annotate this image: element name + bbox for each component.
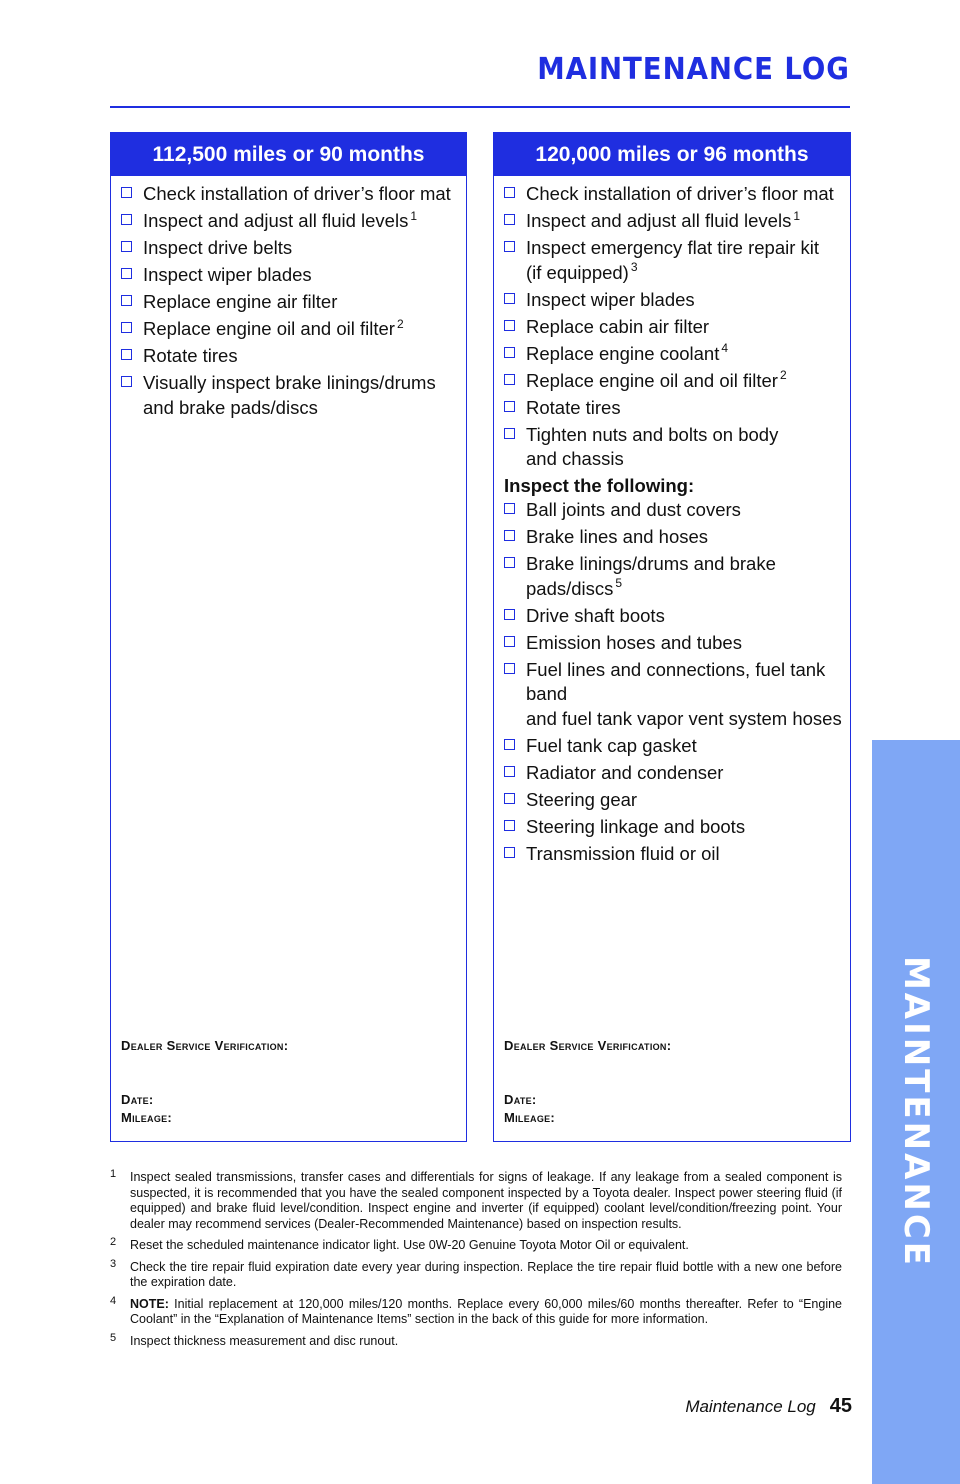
footnote-text: Initial replacement at 120,000 miles/120 months. Replace every 60,000 miles/60 months thereafter. Refer to “Engine Coolant” in the “Explanation of Maintenance Items” section in the back of this guide for more information. — [130, 1296, 843, 1326]
item-text-continued: and chassis — [526, 448, 624, 469]
checklist-item — [494, 369, 850, 394]
checklist-item — [111, 371, 466, 420]
item-text: Brake linings/drums and brake pads/discs — [526, 553, 776, 599]
checklist-item — [494, 761, 850, 786]
item-text: Emission hoses and tubes — [526, 631, 742, 653]
item-text: Inspect and adjust all fluid levels — [143, 210, 409, 231]
item-text: Brake lines and hoses — [526, 526, 709, 547]
inspect-checklist — [494, 498, 850, 866]
panel-112500-miles — [110, 132, 467, 1142]
checkbox[interactable] — [504, 820, 515, 831]
footnote-ref: 2 — [779, 368, 787, 383]
checklist-item — [494, 342, 850, 367]
item-text: Rotate tires — [526, 396, 621, 418]
checklist-item — [494, 288, 850, 313]
checklist-item — [494, 182, 850, 207]
checklist-item — [494, 604, 850, 629]
footnotes — [110, 1170, 842, 1355]
checklist-item — [494, 423, 850, 472]
page-title: MAINTENANCE LOG — [537, 52, 850, 87]
checkbox[interactable] — [504, 503, 515, 514]
checklist — [111, 176, 466, 420]
checkbox[interactable] — [121, 214, 132, 225]
footnote-number: 5 — [110, 1331, 117, 1344]
footnote-ref: 1 — [793, 208, 801, 223]
checklist-item — [494, 315, 850, 340]
checkbox[interactable] — [504, 739, 515, 750]
item-text: Inspect wiper blades — [526, 288, 695, 310]
footnote-number: 3 — [110, 1257, 117, 1270]
title-divider — [110, 106, 850, 108]
item-text: Replace engine coolant — [526, 342, 720, 364]
checkbox[interactable] — [504, 214, 515, 225]
checkbox[interactable] — [121, 295, 132, 306]
checkbox[interactable] — [504, 320, 515, 331]
item-text: Radiator and condenser — [526, 761, 724, 783]
page-number: 45 — [829, 1395, 852, 1417]
panel-heading: 112,500 miles or 90 months — [111, 133, 466, 176]
mileage-label: Mileage: — [121, 1110, 173, 1125]
checkbox[interactable] — [504, 530, 515, 541]
dealer-verification — [504, 1037, 671, 1127]
checklist-item — [111, 209, 466, 234]
checklist-item — [111, 236, 466, 261]
checkbox[interactable] — [121, 268, 132, 279]
item-text: Steering gear — [526, 788, 638, 810]
checklist-item — [494, 525, 850, 550]
checkbox[interactable] — [504, 374, 515, 385]
footnote-number: 2 — [110, 1236, 117, 1248]
footnote-text: Inspect thickness measurement and disc runout. — [130, 1333, 399, 1348]
item-text: Steering linkage and boots — [526, 815, 746, 837]
checkbox[interactable] — [121, 376, 132, 387]
item-text: Inspect and adjust all fluid levels — [526, 210, 792, 231]
item-text: Ball joints and dust covers — [526, 499, 741, 520]
checkbox[interactable] — [504, 663, 515, 674]
footnote-number: 1 — [110, 1168, 117, 1180]
inspect-heading: Inspect the following: — [504, 475, 695, 496]
checkbox[interactable] — [504, 847, 515, 858]
footnote-ref: 2 — [396, 316, 404, 331]
footnote-ref: 1 — [410, 208, 418, 223]
checklist-item — [111, 263, 466, 288]
item-text-continued: and fuel tank vapor vent system hoses — [526, 707, 842, 729]
checkbox[interactable] — [504, 428, 515, 439]
footnote — [110, 1331, 842, 1350]
dealer-verification — [121, 1037, 288, 1127]
page-footer — [685, 1395, 852, 1418]
footnote-text: Inspect sealed transmissions, transfer cases and differentials for signs of leakage. If any leakage from a sealed component is suspected, it is recommended that you have the sealed component inspected by a Toyota dealer. Inspect power steering fluid (if equipped) and brake fluid level/condition. Inspect engine and inverter (if equipped) coolant level/condition/freezing point. Your dealer may recommend services (Dealer-Recommended Maintenance) based on inspection results. — [130, 1170, 842, 1231]
footnote — [110, 1170, 842, 1232]
checklist-item — [494, 815, 850, 840]
checklist — [494, 176, 850, 472]
item-text: Replace engine oil and oil filter — [526, 369, 778, 391]
checklist-item — [111, 344, 466, 369]
footnote-ref: 3 — [630, 260, 638, 275]
checkbox[interactable] — [504, 793, 515, 804]
checkbox[interactable] — [504, 636, 515, 647]
checkbox[interactable] — [504, 766, 515, 777]
section-side-tab — [872, 740, 960, 1484]
item-text: Visually inspect brake linings/drums — [143, 372, 436, 393]
item-text: Check installation of driver’s floor mat — [143, 183, 451, 204]
checklist-item — [111, 182, 466, 207]
footnote-number: 4 — [110, 1294, 117, 1307]
checklist-item — [494, 552, 850, 601]
footnote-text: Reset the scheduled maintenance indicator light. Use 0W-20 Genuine Toyota Motor Oil or equivalent. — [130, 1238, 689, 1252]
footnote-text: Check the tire repair fluid expiration date every year during inspection. Replace the tire repair fluid bottle with a new one before the expiration date. — [130, 1259, 842, 1289]
dealer-label: Dealer Service Verification: — [504, 1038, 672, 1053]
footer-section-name: Maintenance Log — [685, 1397, 816, 1416]
item-text: Inspect emergency flat tire repair kit — [526, 237, 820, 258]
checklist-item — [494, 396, 850, 421]
panel-120000-miles — [493, 132, 851, 1142]
checkbox[interactable] — [504, 557, 515, 568]
checklist-item — [494, 842, 850, 867]
checklist-item — [494, 734, 850, 759]
checklist-item — [494, 631, 850, 656]
footnote — [110, 1238, 842, 1254]
checklist-item — [494, 209, 850, 234]
checklist-item — [494, 236, 850, 285]
footnote — [110, 1257, 842, 1291]
date-label: Date: — [504, 1092, 537, 1107]
checkbox[interactable] — [504, 609, 515, 620]
footnote-ref: 4 — [721, 341, 729, 356]
item-text: Fuel tank cap gasket — [526, 734, 697, 756]
item-text: Inspect drive belts — [143, 237, 293, 258]
checkbox[interactable] — [504, 293, 515, 304]
date-label: Date: — [121, 1092, 154, 1107]
checkbox[interactable] — [504, 187, 515, 198]
checkbox[interactable] — [121, 241, 132, 252]
checkbox[interactable] — [121, 349, 132, 360]
checklist-item — [111, 290, 466, 315]
panel-heading: 120,000 miles or 96 months — [494, 133, 850, 176]
footnote-ref: 5 — [615, 576, 623, 591]
checklist-item — [494, 498, 850, 523]
item-text-continued: (if equipped) — [526, 261, 629, 283]
item-text: Replace cabin air filter — [526, 315, 710, 337]
item-text: Drive shaft boots — [526, 604, 665, 626]
checklist-item — [494, 788, 850, 813]
item-text-continued: and brake pads/discs — [143, 396, 318, 418]
checkbox[interactable] — [504, 347, 515, 358]
dealer-label: Dealer Service Verification: — [121, 1038, 289, 1053]
checkbox[interactable] — [121, 187, 132, 198]
checkbox[interactable] — [121, 322, 132, 333]
item-text: Tighten nuts and bolts on body — [526, 423, 779, 445]
item-text: Rotate tires — [143, 345, 238, 366]
mileage-label: Mileage: — [504, 1110, 556, 1125]
checkbox[interactable] — [504, 241, 515, 252]
item-text: Inspect wiper blades — [143, 264, 312, 285]
item-text: Replace engine air filter — [143, 291, 338, 312]
checkbox[interactable] — [504, 401, 515, 412]
item-text: Replace engine oil and oil filter — [143, 318, 395, 339]
footnote — [110, 1294, 843, 1328]
checklist-item — [111, 317, 466, 342]
item-text: Fuel lines and connections, fuel tank band — [526, 658, 826, 704]
side-tab-label: MAINTENANCE — [896, 955, 936, 1269]
item-text: Check installation of driver’s floor mat — [526, 183, 834, 204]
footnote-note-label: NOTE: — [130, 1296, 169, 1311]
item-text: Transmission fluid or oil — [526, 842, 720, 864]
checklist-item — [494, 658, 850, 732]
